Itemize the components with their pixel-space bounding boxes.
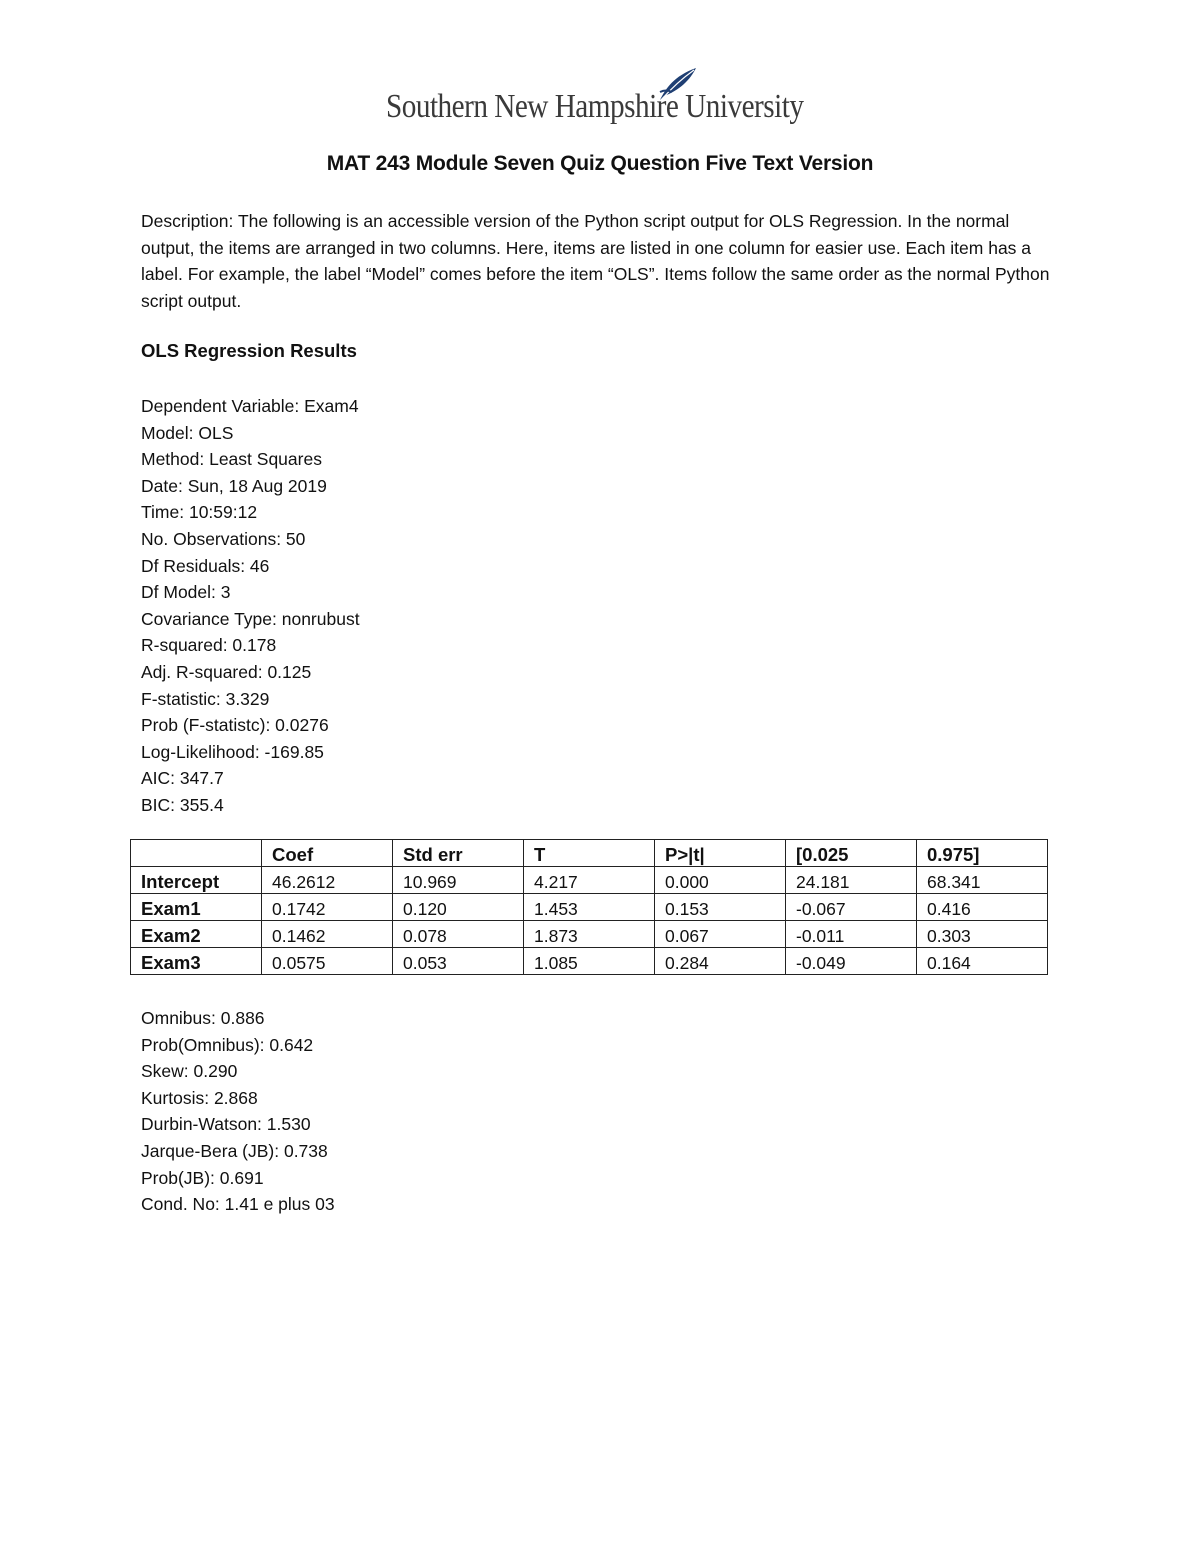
table-header-cell: P>|t| [655,840,786,867]
table-row-label: Exam1 [131,894,262,921]
table-header-cell [131,840,262,867]
table-row [131,921,1048,948]
table-cell: 4.217 [524,867,655,894]
stat-item: Dependent Variable: Exam4 [141,396,359,416]
stat-item: R-squared: 0.178 [141,635,277,656]
table-row-label: Exam3 [131,948,262,975]
stat-item: F-statistic: 3.329 [141,688,270,709]
table-cell: 0.1742 [262,894,393,921]
stat-item: Df Model: 3 [141,582,231,603]
stat-item: BIC: 355.4 [141,794,224,815]
section-heading: OLS Regression Results [141,340,357,361]
diagnostic-item: Kurtosis: 2.868 [141,1087,258,1108]
diagnostic-item: Cond. No: 1.41 e plus 03 [141,1194,335,1215]
coefficient-table [130,839,1048,975]
diagnostics-list [141,1005,335,1218]
table-row [131,948,1048,975]
table-cell: 0.416 [917,894,1048,921]
diagnostic-item: Skew: 0.290 [141,1061,238,1082]
stat-item: Adj. R-squared: 0.125 [141,661,312,682]
regression-stats-list [141,393,360,819]
table-cell: 46.2612 [262,867,393,894]
stat-item: AIC: 347.7 [141,768,224,789]
table-header-cell: Std err [393,840,524,867]
stat-item: Df Residuals: 46 [141,555,270,576]
table-cell: 0.284 [655,948,786,975]
table-cell: 1.873 [524,921,655,948]
table-cell: 10.969 [393,867,524,894]
table-cell: 0.1462 [262,921,393,948]
table-row [131,867,1048,894]
diagnostic-item: Prob(Omnibus): 0.642 [141,1034,314,1055]
diagnostic-item: Durbin-Watson: 1.530 [141,1114,311,1135]
table-header-cell: Coef [262,840,393,867]
page-title: MAT 243 Module Seven Quiz Question Five Text Version [326,152,874,175]
table-header-row [131,840,1048,867]
diagnostic-item: Prob(JB): 0.691 [141,1167,264,1188]
table-cell: -0.049 [786,948,917,975]
table-header-cell: [0.025 [786,840,917,867]
table-header-cell: 0.975] [917,840,1048,867]
stat-item: Log-Likelihood: -169.85 [141,741,324,762]
table-row [131,894,1048,921]
table-cell: 0.120 [393,894,524,921]
stat-item: Time: 10:59:12 [141,502,258,523]
stat-item: No. Observations: 50 [141,528,306,549]
table-cell: 0.078 [393,921,524,948]
table-cell: 1.453 [524,894,655,921]
table-cell: 68.341 [917,867,1048,894]
table-cell: 24.181 [786,867,917,894]
table-cell: 0.067 [655,921,786,948]
university-logo [386,66,816,138]
stat-item: Method: Least Squares [141,449,322,470]
stat-item: Model: OLS [141,422,234,443]
description-paragraph: Description: The following is an accessible version of the Python script output for OLS Regression. In the normal output, the items are arranged in two columns. Here, items are listed in one column for easier use. Each item has a label. For example, the label “Model” comes before the item “OLS”. Items follow the same order as the normal Python script output. [141,211,1050,311]
table-cell: 0.153 [655,894,786,921]
diagnostic-item: Omnibus: 0.886 [141,1008,265,1028]
table-cell: 0.0575 [262,948,393,975]
table-cell: 0.000 [655,867,786,894]
table-cell: 0.164 [917,948,1048,975]
table-row-label: Intercept [131,867,262,894]
table-header-cell: T [524,840,655,867]
table-cell: -0.011 [786,921,917,948]
table-cell: 0.303 [917,921,1048,948]
diagnostic-item: Jarque-Bera (JB): 0.738 [141,1140,328,1161]
stat-item: Prob (F-statistc): 0.0276 [141,715,329,736]
table-row-label: Exam2 [131,921,262,948]
table-cell: 1.085 [524,948,655,975]
stat-item: Covariance Type: nonrubust [141,608,360,629]
table-cell: 0.053 [393,948,524,975]
table-cell: -0.067 [786,894,917,921]
logo-wordmark: Southern New Hampshire University [386,88,804,125]
stat-item: Date: Sun, 18 Aug 2019 [141,475,327,496]
